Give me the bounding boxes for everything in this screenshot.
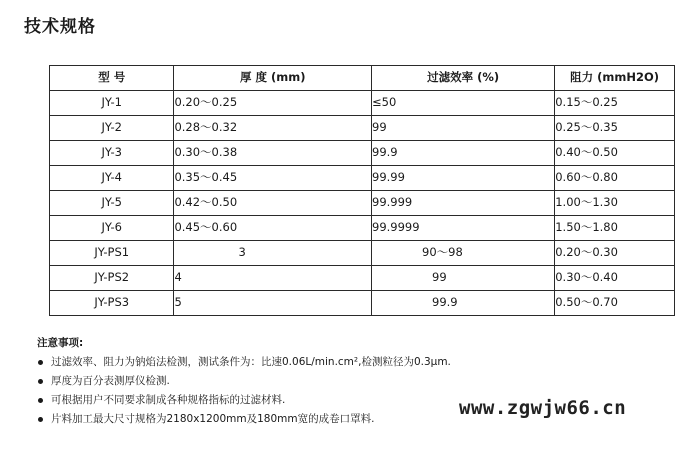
cell-resistance: 1.50～1.80 (555, 216, 675, 241)
table-row (50, 291, 675, 316)
cell-model: JY-5 (50, 191, 174, 216)
cell-resistance: 0.50～0.70 (555, 291, 675, 316)
cell-thickness: 0.30～0.38 (174, 141, 372, 166)
header-resistance: 阻力 (mmH2O) (555, 66, 675, 91)
cell-thickness: 0.35～0.45 (174, 166, 372, 191)
cell-resistance: 0.60～0.80 (555, 166, 675, 191)
cell-efficiency: 99 (372, 116, 555, 141)
header-efficiency: 过滤效率 (%) (372, 66, 555, 91)
cell-resistance: 0.25～0.35 (555, 116, 675, 141)
cell-efficiency: ≤50 (372, 91, 555, 116)
cell-efficiency: 90～98 (372, 241, 555, 266)
website-watermark: www.zgwjw66.cn (459, 397, 627, 419)
cell-thickness: 4 (174, 266, 372, 291)
notes-title: 注意事项: (37, 337, 84, 349)
table-row (50, 241, 675, 266)
page-title: 技术规格 (24, 17, 96, 37)
cell-efficiency: 99.99 (372, 166, 555, 191)
cell-efficiency: 99.9 (372, 291, 555, 316)
cell-efficiency: 99.9999 (372, 216, 555, 241)
cell-thickness: 0.28～0.32 (174, 116, 372, 141)
header-model: 型 号 (50, 66, 174, 91)
cell-resistance: 1.00～1.30 (555, 191, 675, 216)
cell-thickness: 3 (174, 241, 372, 266)
table-row (50, 216, 675, 241)
cell-efficiency: 99 (372, 266, 555, 291)
cell-model: JY-PS1 (50, 241, 174, 266)
notes-section (37, 334, 451, 429)
cell-resistance: 0.20～0.30 (555, 241, 675, 266)
cell-thickness: 5 (174, 291, 372, 316)
cell-model: JY-PS2 (50, 266, 174, 291)
table-row (50, 266, 675, 291)
table-row (50, 191, 675, 216)
note-item: 片料加工最大尺寸规格为2180x1200mm及180mm宽的成卷口罩料. (37, 410, 451, 429)
cell-resistance: 0.15～0.25 (555, 91, 675, 116)
note-item: 过滤效率、阻力为钠焰法检测，测试条件为：比速0.06L/min.cm²,检测粒径为0.3μm. (37, 353, 451, 372)
cell-model: JY-3 (50, 141, 174, 166)
cell-model: JY-6 (50, 216, 174, 241)
note-item: 厚度为百分表测厚仪检测. (37, 372, 451, 391)
table-row (50, 116, 675, 141)
cell-efficiency: 99.999 (372, 191, 555, 216)
cell-thickness: 0.20～0.25 (174, 91, 372, 116)
cell-efficiency: 99.9 (372, 141, 555, 166)
cell-model: JY-4 (50, 166, 174, 191)
cell-model: JY-1 (50, 91, 174, 116)
cell-resistance: 0.30～0.40 (555, 266, 675, 291)
table-header-row (50, 66, 675, 91)
header-thickness: 厚 度 (mm) (174, 66, 372, 91)
note-item: 可根据用户不同要求制成各种规格指标的过滤材料. (37, 391, 451, 410)
table-row (50, 141, 675, 166)
cell-model: JY-PS3 (50, 291, 174, 316)
cell-thickness: 0.45～0.60 (174, 216, 372, 241)
cell-resistance: 0.40～0.50 (555, 141, 675, 166)
table-row (50, 91, 675, 116)
cell-thickness: 0.42～0.50 (174, 191, 372, 216)
spec-table (49, 65, 675, 316)
table-row (50, 166, 675, 191)
cell-model: JY-2 (50, 116, 174, 141)
